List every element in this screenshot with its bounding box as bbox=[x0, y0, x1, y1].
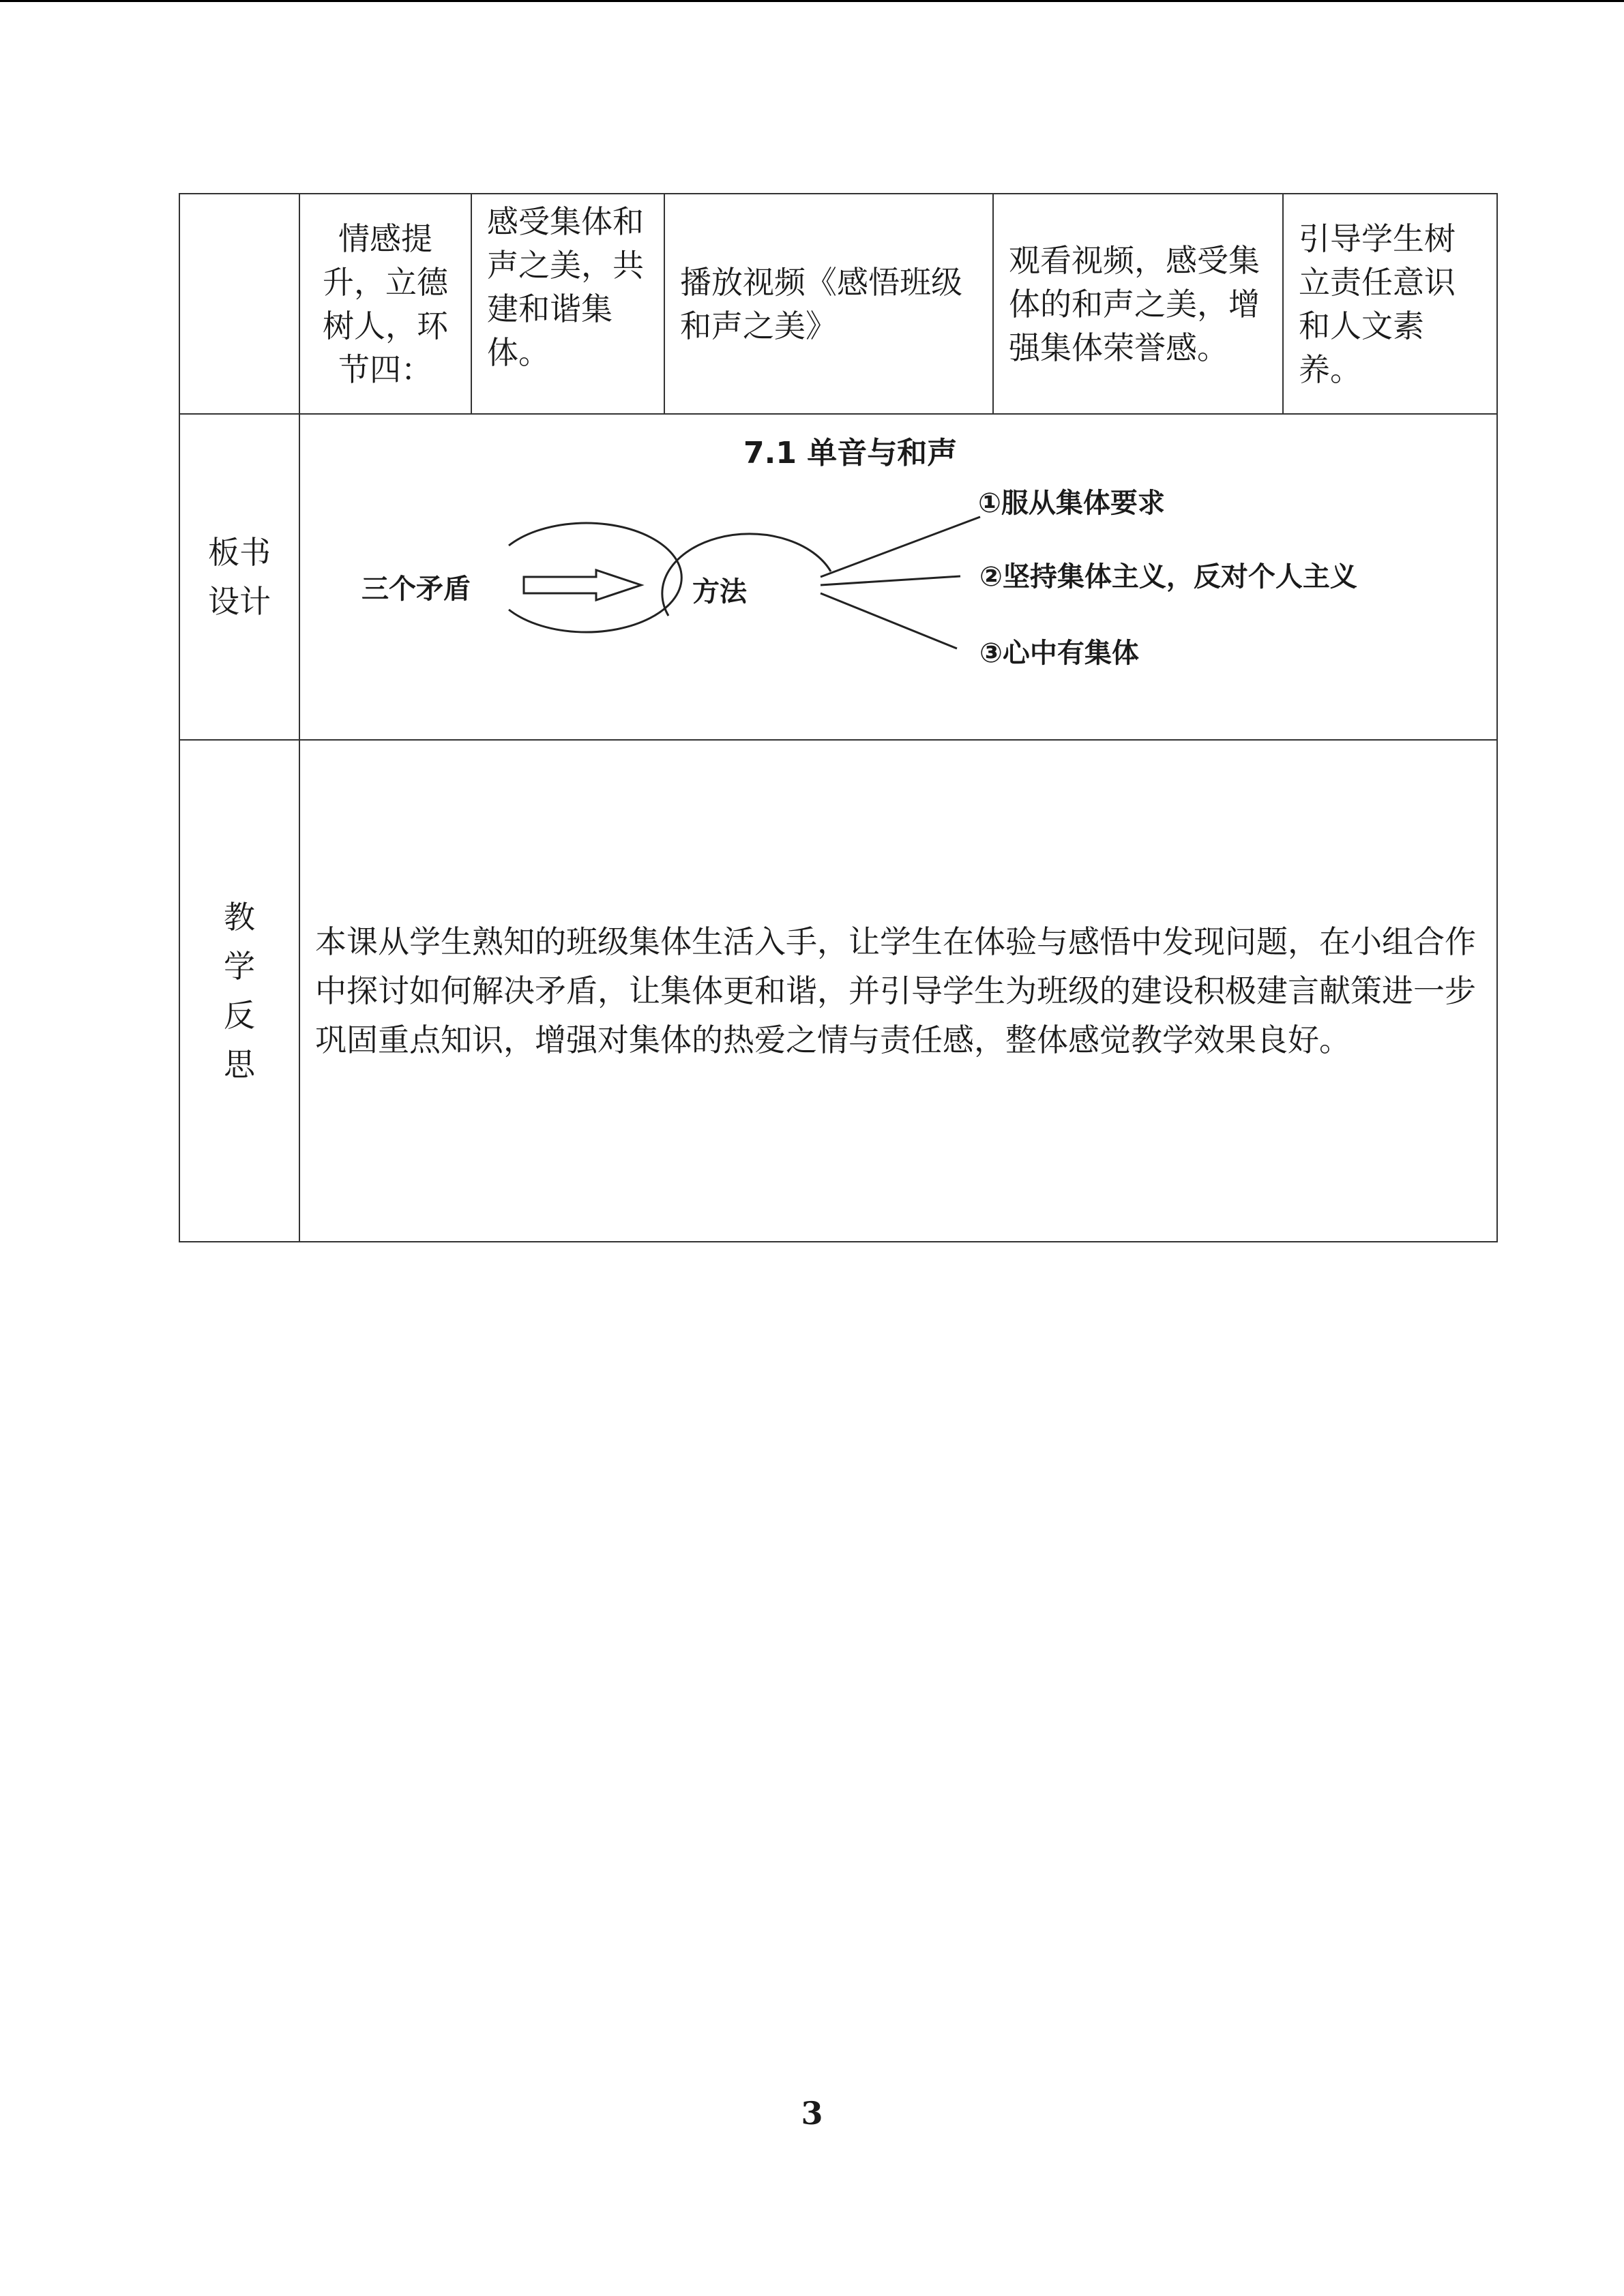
student-activity-cell bbox=[993, 194, 1283, 414]
reflection-text: 本课从学生熟知的班级集体生活入手，让学生在体验与感悟中发现问题，在小组合作中探讨如何解决矛盾，让集体更和谐，并引导学生为班级的建设积极建言献策进一步巩固重点知识，增强对集体的热爱之情与责任感，整体感觉教学效果良好。 bbox=[315, 923, 1476, 1058]
reflection-header: 教学反思 bbox=[224, 899, 255, 1083]
goal-cell bbox=[471, 194, 664, 414]
student-activity-text: 观看视频，感受集体的和声之美，增强集体荣誉感。 bbox=[1009, 241, 1260, 366]
board-content-cell bbox=[299, 414, 1497, 740]
branch-label-3: ③心中有集体 bbox=[979, 638, 1139, 669]
empty-cell bbox=[179, 194, 299, 414]
board-header-cell bbox=[179, 414, 299, 740]
branch-line-1 bbox=[821, 517, 980, 577]
intent-text: 引导学生树立责任意识和人文素养。 bbox=[1299, 220, 1456, 388]
intent-cell bbox=[1283, 194, 1497, 414]
board-diagram bbox=[300, 415, 1496, 739]
reflection-content-cell bbox=[299, 740, 1497, 1242]
teacher-activity-text: 播放视频《感悟班级和声之美》 bbox=[680, 263, 962, 344]
board-design-row bbox=[179, 414, 1497, 740]
branch-label-1: ①服从集体要求 bbox=[978, 488, 1165, 519]
stage-text: 情感提升，立德树人，环节四： bbox=[323, 220, 448, 388]
right-arrow bbox=[524, 570, 641, 600]
reflection-row bbox=[179, 740, 1497, 1242]
teacher-activity-cell bbox=[664, 194, 993, 414]
page-number: 3 bbox=[801, 2095, 823, 2132]
board-title: 7.1 单音与和声 bbox=[743, 436, 958, 471]
lesson-plan-table bbox=[179, 193, 1498, 1242]
top-border-line bbox=[0, 0, 1624, 2]
node-middle-label: 方法 bbox=[692, 576, 747, 608]
branch-label-2: ②坚持集体主义，反对个人主义 bbox=[979, 561, 1357, 593]
branch-line-3 bbox=[821, 593, 957, 648]
board-header: 板书设计 bbox=[208, 534, 271, 620]
reflection-header-cell bbox=[179, 740, 299, 1242]
node-left-label: 三个矛盾 bbox=[361, 573, 471, 605]
lesson-activity-row bbox=[179, 194, 1497, 414]
goal-text: 感受集体和声之美，共建和谐集体。 bbox=[487, 203, 644, 371]
branch-line-2 bbox=[821, 576, 960, 585]
stage-cell bbox=[299, 194, 471, 414]
